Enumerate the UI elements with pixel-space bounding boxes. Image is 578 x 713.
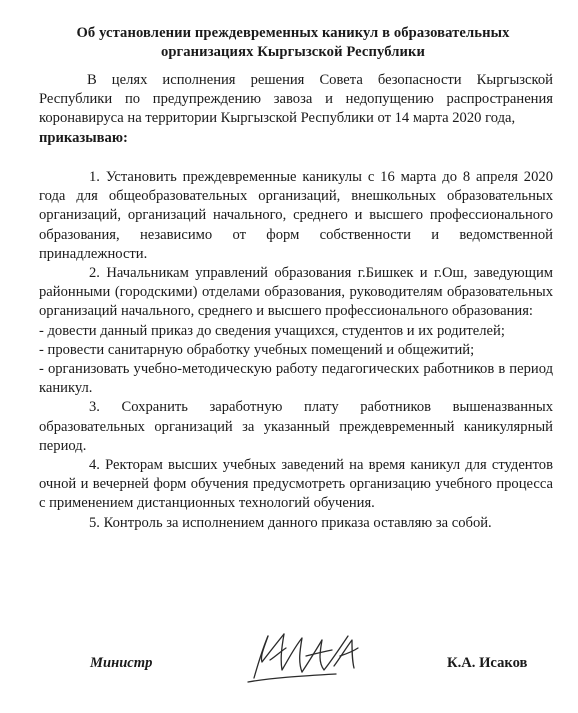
- item-1: 1. Установить преждевременные каникулы с 16 марта до 8 апреля 2020 года для общеобразовательных организаций, внешкольных образовательных организаций, организаций начального, среднего и высшего профессионального образования, независимо от форм собственности и ведомственной принадлежности.: [39, 169, 553, 262]
- title-line-2: организациях Кыргызской Республики: [160, 44, 426, 60]
- item-5: 5. Контроль за исполнением данного приказа оставляю за собой.: [89, 514, 492, 531]
- item-3: 3. Сохранить заработную плату работников вышеназванных образовательных организаций за указанный преждевременный каникулярный период.: [39, 399, 553, 454]
- intro-paragraph: [39, 71, 553, 129]
- intro-text: В целях исполнения решения Совета безопасности Кыргызской Республики по предупреждению завоза и недопущению распространения коронавируса на территории Кыргызской Республики от 14 марта 2020 года,: [39, 72, 553, 127]
- document-title: [30, 24, 556, 62]
- item-2-sub-1: - довести данный приказ до сведения учащихся, студентов и их родителей;: [39, 322, 505, 339]
- handwritten-signature: [240, 626, 380, 684]
- item-2: 2. Начальникам управлений образования г.Бишкек и г.Ош, заведующим районными (городскими) отделами образования, руководителям образовательных организаций начального, среднего и высшего профессионального образования:: [39, 265, 553, 320]
- item-4: 4. Ректорам высших учебных заведений на время каникул для студентов очной и вечерней форм обучения предусмотреть организацию учебного процесса с применением дистанционных технологий обучения.: [39, 457, 553, 512]
- items-block: [39, 168, 553, 533]
- title-line-1: Об установлении преждевременных каникул в образовательных: [76, 25, 510, 41]
- item-2-sub-3: - организовать учебно-методическую работу педагогических работников в период каникул.: [39, 361, 553, 397]
- order-word: приказываю:: [39, 129, 128, 146]
- signatory-position: Министр: [90, 655, 153, 671]
- signatory-name: К.А. Исаков: [447, 655, 528, 671]
- item-2-sub-2: - провести санитарную обработку учебных помещений и общежитий;: [39, 341, 475, 358]
- intro-block: [39, 71, 553, 148]
